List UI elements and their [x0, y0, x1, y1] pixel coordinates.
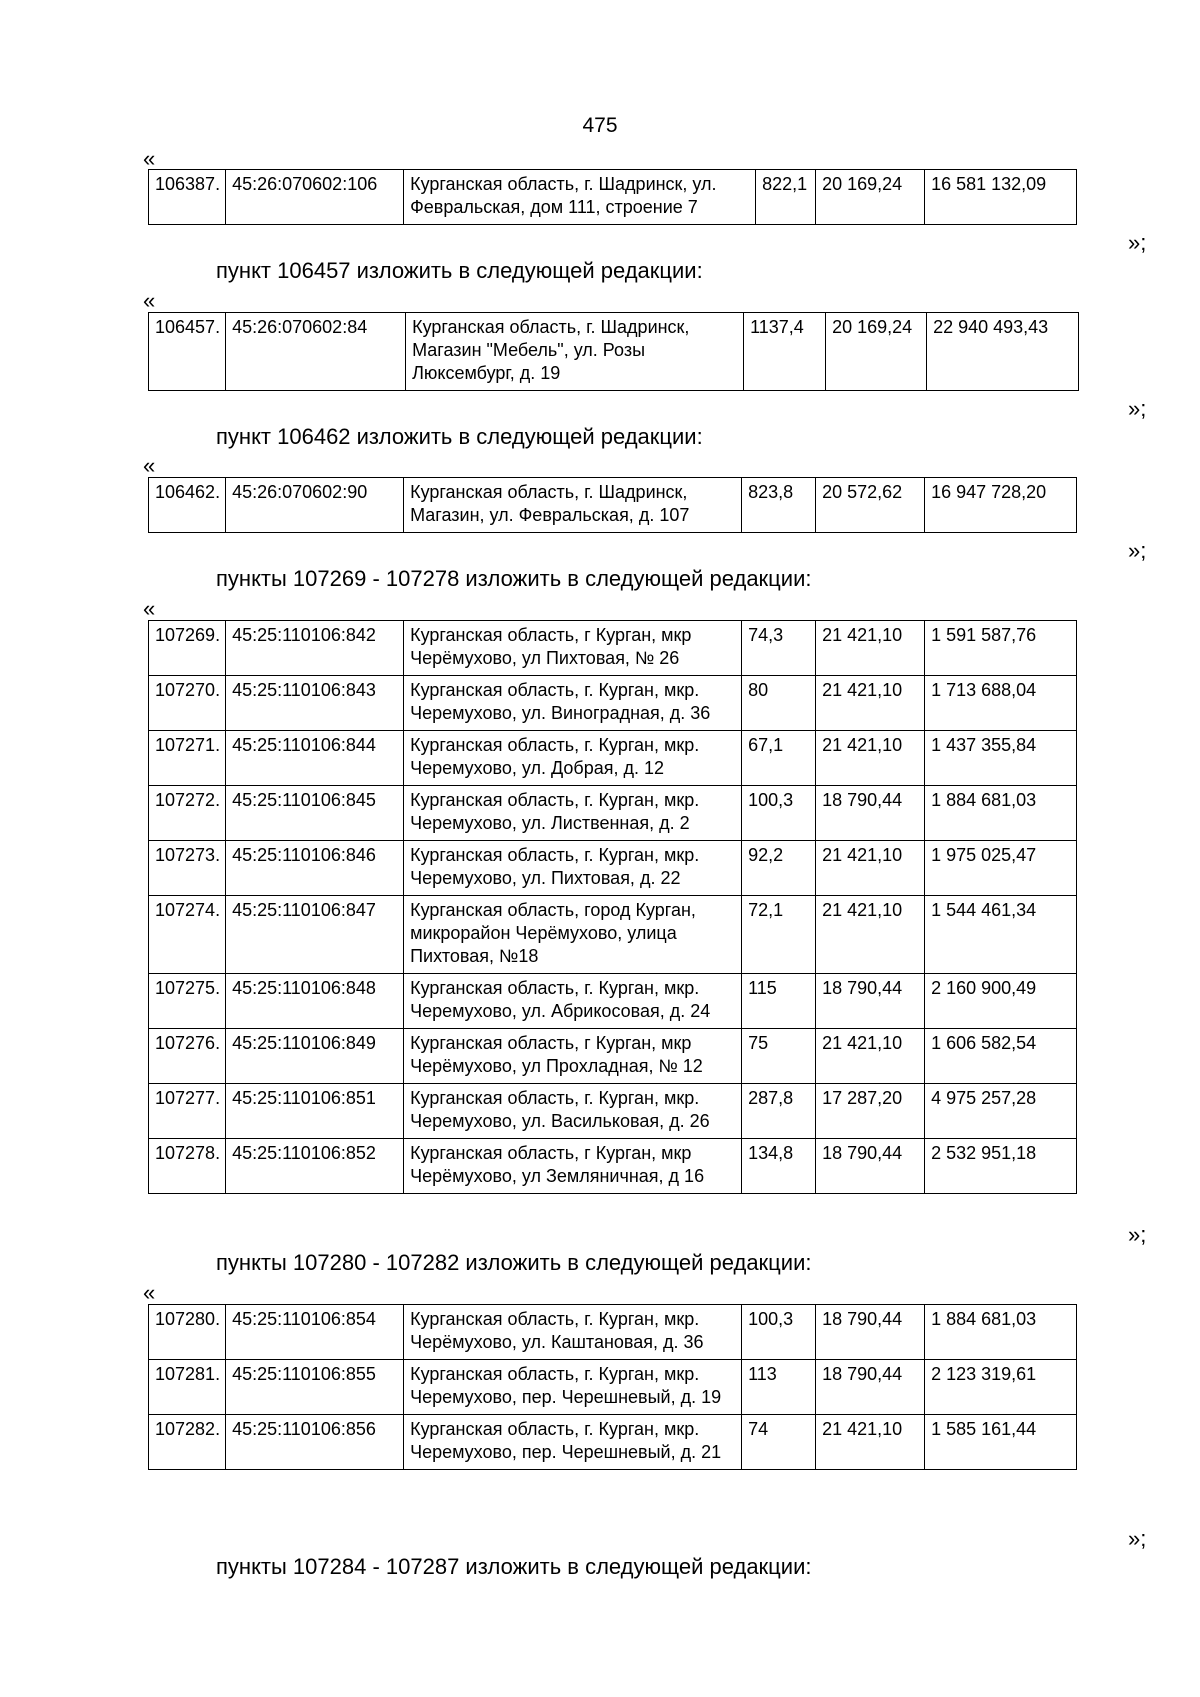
table-row — [149, 1305, 1077, 1360]
specific-value-cell: 20 572,62 — [816, 478, 925, 533]
cadastral-value-cell: 1 591 587,76 — [925, 621, 1077, 676]
item-number-cell: 107270. — [149, 676, 226, 731]
table-row — [149, 1029, 1077, 1084]
specific-value-cell: 17 287,20 — [816, 1084, 925, 1139]
table-body — [149, 170, 1077, 225]
specific-value-cell: 21 421,10 — [816, 1029, 925, 1084]
cadastral-number-cell: 45:25:110106:851 — [226, 1084, 404, 1139]
address-cell: Курганская область, г. Курган, мкр. Черемухово, ул. Васильковая, д. 26 — [404, 1084, 742, 1139]
table-body — [149, 621, 1077, 1194]
item-number-cell: 107282. — [149, 1415, 226, 1470]
specific-value-cell: 18 790,44 — [816, 786, 925, 841]
item-number-cell: 107272. — [149, 786, 226, 841]
quote-open: « — [143, 453, 156, 478]
area-cell: 92,2 — [742, 841, 816, 896]
address-cell: Курганская область, город Курган, микрорайон Черёмухово, улица Пихтовая, №18 — [404, 896, 742, 974]
page-number: 475 — [582, 114, 618, 137]
area-cell: 287,8 — [742, 1084, 816, 1139]
item-number-cell: 107278. — [149, 1139, 226, 1194]
quote-close: »; — [1128, 1222, 1147, 1247]
table-row — [149, 313, 1079, 391]
table-row — [149, 1084, 1077, 1139]
specific-value-cell: 18 790,44 — [816, 1305, 925, 1360]
address-cell: Курганская область, г. Курган, мкр. Черемухово, ул. Абрикосовая, д. 24 — [404, 974, 742, 1029]
cadastral-number-cell: 45:25:110106:846 — [226, 841, 404, 896]
instruction-107280-107282: пункты 107280 - 107282 изложить в следующей редакции: — [216, 1250, 812, 1275]
address-cell: Курганская область, г Курган, мкр Черёмухово, ул Земляничная, д 16 — [404, 1139, 742, 1194]
specific-value-cell: 18 790,44 — [816, 1360, 925, 1415]
cadastral-number-cell: 45:25:110106:847 — [226, 896, 404, 974]
table-row — [149, 1415, 1077, 1470]
item-number-cell: 107276. — [149, 1029, 226, 1084]
item-number-cell: 107273. — [149, 841, 226, 896]
table-row — [149, 841, 1077, 896]
area-cell: 115 — [742, 974, 816, 1029]
quote-open: « — [143, 596, 156, 621]
area-cell: 1137,4 — [744, 313, 826, 391]
table-row — [149, 731, 1077, 786]
specific-value-cell: 18 790,44 — [816, 974, 925, 1029]
area-cell: 74 — [742, 1415, 816, 1470]
cadastral-value-cell: 1 884 681,03 — [925, 1305, 1077, 1360]
area-cell: 74,3 — [742, 621, 816, 676]
cadastral-number-cell: 45:25:110106:856 — [226, 1415, 404, 1470]
table-row — [149, 786, 1077, 841]
cadastral-value-cell: 1 437 355,84 — [925, 731, 1077, 786]
address-cell: Курганская область, г Курган, мкр Черёмухово, ул Прохладная, № 12 — [404, 1029, 742, 1084]
cadastral-value-cell: 2 123 319,61 — [925, 1360, 1077, 1415]
table-body — [149, 313, 1079, 391]
cadastral-value-cell: 1 606 582,54 — [925, 1029, 1077, 1084]
quote-open: « — [143, 146, 156, 171]
area-cell: 75 — [742, 1029, 816, 1084]
area-cell: 823,8 — [742, 478, 816, 533]
address-cell: Курганская область, г. Курган, мкр. Черемухово, пер. Черешневый, д. 19 — [404, 1360, 742, 1415]
item-number-cell: 107274. — [149, 896, 226, 974]
cadastral-number-cell: 45:26:070602:84 — [226, 313, 406, 391]
cadastral-number-cell: 45:25:110106:848 — [226, 974, 404, 1029]
cadastral-number-cell: 45:25:110106:855 — [226, 1360, 404, 1415]
address-cell: Курганская область, г. Шадринск, Магазин, ул. Февральская, д. 107 — [404, 478, 742, 533]
cadastral-value-cell: 1 713 688,04 — [925, 676, 1077, 731]
specific-value-cell: 21 421,10 — [816, 621, 925, 676]
table-row — [149, 170, 1077, 225]
table-row — [149, 676, 1077, 731]
quote-close: »; — [1128, 1526, 1147, 1551]
table-row — [149, 478, 1077, 533]
table-body — [149, 478, 1077, 533]
cadastral-number-cell: 45:25:110106:843 — [226, 676, 404, 731]
cadastral-number-cell: 45:25:110106:854 — [226, 1305, 404, 1360]
cadastral-number-cell: 45:25:110106:852 — [226, 1139, 404, 1194]
instruction-106462: пункт 106462 изложить в следующей редакции: — [216, 424, 703, 449]
table-row — [149, 896, 1077, 974]
item-number-cell: 107275. — [149, 974, 226, 1029]
quote-close: »; — [1128, 538, 1147, 563]
area-cell: 134,8 — [742, 1139, 816, 1194]
cadastral-number-cell: 45:25:110106:845 — [226, 786, 404, 841]
specific-value-cell: 20 169,24 — [816, 170, 925, 225]
cadastral-value-cell: 1 585 161,44 — [925, 1415, 1077, 1470]
address-cell: Курганская область, г. Курган, мкр. Черемухово, ул. Добрая, д. 12 — [404, 731, 742, 786]
table-body — [149, 1305, 1077, 1470]
area-cell: 822,1 — [756, 170, 816, 225]
quote-close: »; — [1128, 230, 1147, 255]
cadastral-value-cell: 16 947 728,20 — [925, 478, 1077, 533]
address-cell: Курганская область, г. Курган, мкр. Черёмухово, ул. Каштановая, д. 36 — [404, 1305, 742, 1360]
item-number-cell: 106462. — [149, 478, 226, 533]
table-row — [149, 621, 1077, 676]
area-cell: 100,3 — [742, 1305, 816, 1360]
item-number-cell: 106457. — [149, 313, 226, 391]
cadastral-number-cell: 45:25:110106:849 — [226, 1029, 404, 1084]
area-cell: 100,3 — [742, 786, 816, 841]
table-row — [149, 1139, 1077, 1194]
instruction-106457: пункт 106457 изложить в следующей редакции: — [216, 258, 703, 283]
cadastral-number-cell: 45:26:070602:106 — [226, 170, 404, 225]
cadastral-number-cell: 45:25:110106:842 — [226, 621, 404, 676]
cadastral-number-cell: 45:25:110106:844 — [226, 731, 404, 786]
specific-value-cell: 21 421,10 — [816, 896, 925, 974]
specific-value-cell: 21 421,10 — [816, 676, 925, 731]
cadastral-value-cell: 4 975 257,28 — [925, 1084, 1077, 1139]
specific-value-cell: 20 169,24 — [826, 313, 927, 391]
address-cell: Курганская область, г. Шадринск, ул. Февральская, дом 111, строение 7 — [404, 170, 756, 225]
table-106462 — [148, 477, 1077, 533]
address-cell: Курганская область, г. Курган, мкр. Черемухово, ул. Пихтовая, д. 22 — [404, 841, 742, 896]
item-number-cell: 107277. — [149, 1084, 226, 1139]
area-cell: 80 — [742, 676, 816, 731]
specific-value-cell: 18 790,44 — [816, 1139, 925, 1194]
cadastral-value-cell: 1 884 681,03 — [925, 786, 1077, 841]
quote-open: « — [143, 288, 156, 313]
item-number-cell: 107269. — [149, 621, 226, 676]
item-number-cell: 107280. — [149, 1305, 226, 1360]
quote-open: « — [143, 1280, 156, 1305]
address-cell: Курганская область, г. Курган, мкр. Черемухово, пер. Черешневый, д. 21 — [404, 1415, 742, 1470]
item-number-cell: 107281. — [149, 1360, 226, 1415]
address-cell: Курганская область, г. Шадринск, Магазин "Мебель", ул. Розы Люксембург, д. 19 — [406, 313, 744, 391]
cadastral-value-cell: 16 581 132,09 — [925, 170, 1077, 225]
area-cell: 67,1 — [742, 731, 816, 786]
table-107280-107282 — [148, 1304, 1077, 1470]
item-number-cell: 107271. — [149, 731, 226, 786]
table-107269-107278 — [148, 620, 1077, 1194]
cadastral-value-cell: 22 940 493,43 — [927, 313, 1079, 391]
cadastral-value-cell: 2 532 951,18 — [925, 1139, 1077, 1194]
area-cell: 113 — [742, 1360, 816, 1415]
instruction-107269-107278: пункты 107269 - 107278 изложить в следующей редакции: — [216, 566, 812, 591]
cadastral-number-cell: 45:26:070602:90 — [226, 478, 404, 533]
address-cell: Курганская область, г Курган, мкр Черёмухово, ул Пихтовая, № 26 — [404, 621, 742, 676]
address-cell: Курганская область, г. Курган, мкр. Черемухово, ул. Лиственная, д. 2 — [404, 786, 742, 841]
cadastral-value-cell: 2 160 900,49 — [925, 974, 1077, 1029]
specific-value-cell: 21 421,10 — [816, 731, 925, 786]
table-row — [149, 974, 1077, 1029]
instruction-107284-107287: пункты 107284 - 107287 изложить в следующей редакции: — [216, 1554, 812, 1579]
specific-value-cell: 21 421,10 — [816, 841, 925, 896]
address-cell: Курганская область, г. Курган, мкр. Черемухово, ул. Виноградная, д. 36 — [404, 676, 742, 731]
cadastral-value-cell: 1 544 461,34 — [925, 896, 1077, 974]
table-106457 — [148, 312, 1079, 391]
quote-close: »; — [1128, 396, 1147, 421]
item-number-cell: 106387. — [149, 170, 226, 225]
table-row — [149, 1360, 1077, 1415]
cadastral-value-cell: 1 975 025,47 — [925, 841, 1077, 896]
table-106387 — [148, 169, 1077, 225]
specific-value-cell: 21 421,10 — [816, 1415, 925, 1470]
area-cell: 72,1 — [742, 896, 816, 974]
